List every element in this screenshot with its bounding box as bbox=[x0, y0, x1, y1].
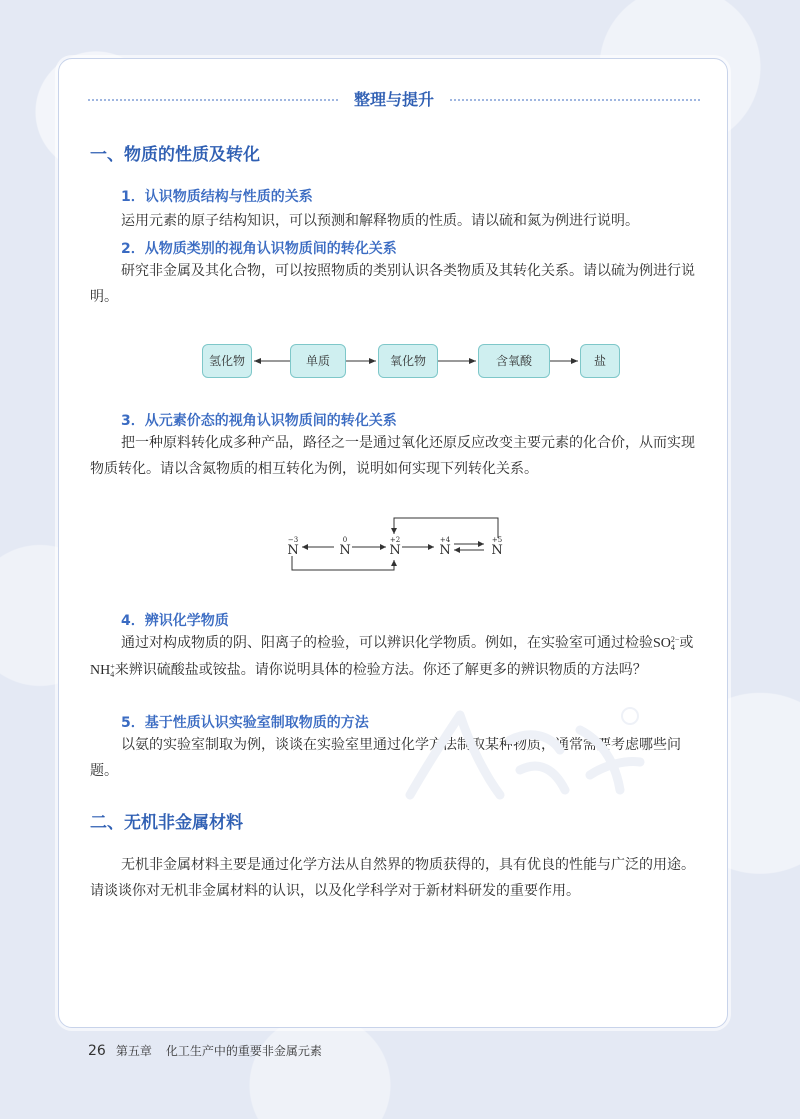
page-number: 26 bbox=[88, 1043, 106, 1059]
flow-box-hydride: 氢化物 bbox=[202, 344, 252, 378]
item5-text: 以氨的实验室制取为例，谈谈在实验室里通过化学方法制取某种物质，通常需要考虑哪些问题。 bbox=[90, 737, 681, 779]
item1-title: 1．认识物质结构与性质的关系 bbox=[121, 189, 313, 205]
item2-title: 2．从物质类别的视角认识物质间的转化关系 bbox=[121, 241, 397, 257]
nitrogen-redox-diagram bbox=[270, 512, 530, 578]
chapter-label: 第五章 bbox=[115, 1044, 152, 1058]
section2-heading: 二、无机非金属材料 bbox=[90, 813, 243, 833]
item3-text: 把一种原料转化成多种产品，路径之一是通过氧化还原反应改变主要元素的化合价，从而实现物质转化。请以含氮物质的相互转化为例，说明如何实现下列转化关系。 bbox=[90, 435, 695, 477]
page-footer bbox=[88, 1042, 322, 1059]
category-flow-diagram bbox=[200, 344, 620, 378]
oxidation-state-0: 0 bbox=[342, 536, 348, 544]
item1-text: 运用元素的原子结构知识，可以预测和解释物质的性质。请以硫和氮为例进行说明。 bbox=[121, 213, 639, 229]
item5-title: 5．基于性质认识实验室制取物质的方法 bbox=[121, 715, 369, 731]
nitrogen-symbol: N bbox=[491, 543, 503, 558]
item4-text: 通过对构成物质的阴、阳离子的检验，可以辨识化学物质。例如，在实验室可通过检验SO 2− 4 或NH + 4 来辨识硫酸盐或铵盐。请你说明具体的检验方法。你还了解更多的辨识物质的方法吗？ bbox=[90, 634, 694, 679]
oxidation-state-minus3: −3 bbox=[287, 536, 299, 544]
oxidation-state-plus5: +5 bbox=[491, 536, 503, 544]
flow-box-salt: 盐 bbox=[580, 344, 620, 378]
item2-text: 研究非金属及其化合物，可以按照物质的类别认识各类物质及其转化关系。请以硫为例进行说明。 bbox=[90, 263, 695, 305]
flow-box-oxyacid: 含氧酸 bbox=[478, 344, 550, 378]
section-banner bbox=[88, 88, 700, 112]
item3-title: 3．从元素价态的视角认识物质间的转化关系 bbox=[121, 413, 397, 429]
section1-heading: 一、物质的性质及转化 bbox=[90, 145, 260, 165]
nitrogen-symbol: N bbox=[439, 543, 451, 558]
section2-text: 无机非金属材料主要是通过化学方法从自然界的物质获得的，具有优良的性能与广泛的用途。请谈谈你对无机非金属材料的认识，以及化学科学对于新材料研发的重要作用。 bbox=[90, 857, 695, 899]
flow-box-oxide: 氧化物 bbox=[378, 344, 438, 378]
redox-node-plus4 bbox=[436, 536, 454, 558]
flow-box-element: 单质 bbox=[290, 344, 346, 378]
redox-node-plus5 bbox=[488, 536, 506, 558]
publisher-watermark-logo bbox=[390, 700, 650, 810]
item4-title: 4．辨识化学物质 bbox=[121, 613, 229, 629]
banner-title: 整理与提升 bbox=[353, 90, 434, 109]
nitrogen-symbol: N bbox=[389, 543, 401, 558]
nitrogen-symbol: N bbox=[287, 543, 299, 558]
chapter-title: 化工生产中的重要非金属元素 bbox=[165, 1044, 322, 1058]
nitrogen-symbol: N bbox=[339, 543, 351, 558]
oxidation-state-plus2: +2 bbox=[389, 536, 401, 544]
oxidation-state-plus4: +4 bbox=[439, 536, 451, 544]
banner-dots-right bbox=[450, 99, 700, 101]
redox-node-plus2 bbox=[386, 536, 404, 558]
redox-node-0 bbox=[336, 536, 354, 558]
redox-node-minus3 bbox=[284, 536, 302, 558]
